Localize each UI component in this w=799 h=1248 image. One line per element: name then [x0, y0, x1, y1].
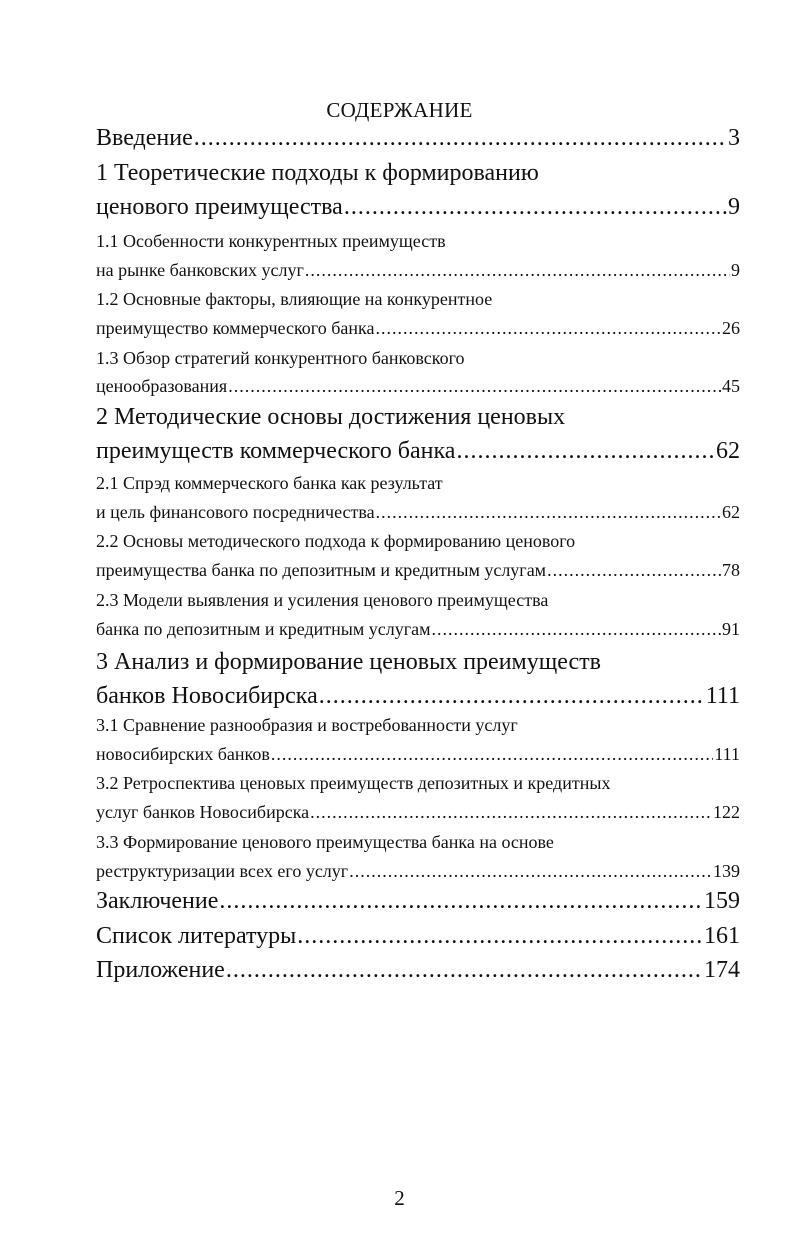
toc-section-1-1 [96, 261, 740, 279]
toc-chapter-1 [96, 195, 740, 219]
toc-page-number: 78 [722, 560, 740, 580]
toc-entry-text: Введение [96, 125, 193, 151]
toc-entry-text: 2.1 Спрэд коммерческого банка как результат [96, 473, 443, 493]
toc-chapter-1-heading [96, 161, 740, 185]
toc-entry-text: и цель финансового посредничества [96, 502, 375, 522]
toc-page-number: 159 [704, 888, 740, 914]
toc-entry-text: Список литературы [96, 923, 297, 949]
toc-entry-text: 1.1 Особенности конкурентных преимуществ [96, 231, 446, 251]
toc-entry-text: 3.1 Сравнение разнообразия и востребованности услуг [96, 715, 518, 735]
toc-page-number: 62 [722, 502, 740, 522]
toc-chapter-3-heading [96, 650, 740, 674]
toc-entry-text: 2.3 Модели выявления и усиления ценового преимущества [96, 590, 549, 610]
toc-entry-text: преимущество коммерческого банка [96, 318, 375, 338]
page-title: СОДЕРЖАНИЕ [326, 98, 473, 122]
dot-leader [432, 620, 721, 638]
toc-section-2-3 [96, 620, 740, 638]
toc-entry-text: на рынке банковских услуг [96, 260, 304, 280]
toc-entry-text: 1 Теоретические подходы к формированию [96, 160, 539, 186]
toc-section-2-3-heading [96, 591, 740, 609]
toc-chapter-3 [96, 684, 740, 708]
toc-page-number: 122 [713, 802, 740, 822]
toc-entry-text: 2 Методические основы достижения ценовых [96, 404, 566, 430]
toc-entry-text: реструктуризации всех его услуг [96, 861, 349, 881]
toc-section-3-1-heading [96, 716, 740, 734]
dot-leader [310, 803, 712, 821]
dot-leader [226, 958, 703, 982]
toc-section-3-3-heading [96, 833, 740, 851]
toc-page-number: 9 [731, 260, 740, 280]
dot-leader [319, 684, 705, 708]
toc-section-2-1 [96, 503, 740, 521]
toc-page-number: 111 [714, 744, 740, 764]
toc-entry-text: ценообразования [96, 376, 228, 396]
toc-section-2-2-heading [96, 532, 740, 550]
toc-entry-text: Заключение [96, 888, 219, 914]
toc-section-3-2 [96, 803, 740, 821]
toc-section-1-3 [96, 377, 740, 395]
toc-entry-introduction [96, 126, 740, 150]
toc-page-number: 174 [704, 957, 740, 983]
toc-entry-text: 1.2 Основные факторы, влияющие на конкурентное [96, 289, 493, 309]
toc-section-1-3-heading [96, 349, 740, 367]
toc-entry-text: 3.2 Ретроспектива ценовых преимуществ депозитных и кредитных [96, 773, 611, 793]
toc-section-2-1-heading [96, 474, 740, 492]
toc-entry-text: преимущества банка по депозитным и кредитным услугам [96, 560, 547, 580]
toc-section-1-1-heading [96, 232, 740, 250]
dot-leader [344, 195, 727, 219]
toc-entry-text: 3.3 Формирование ценового преимущества банка на основе [96, 832, 554, 852]
toc-section-3-1 [96, 745, 740, 763]
dot-leader [456, 439, 715, 463]
toc-entry-text: 1.3 Обзор стратегий конкурентного банковского [96, 348, 465, 368]
toc-section-2-2 [96, 561, 740, 579]
toc-page-number: 62 [716, 438, 740, 464]
toc-page-number: 3 [728, 125, 740, 151]
dot-leader [271, 745, 713, 763]
toc-page-number: 111 [705, 683, 740, 709]
dot-leader [547, 561, 721, 579]
toc-entry-text: 2.2 Основы методического подхода к формированию ценового [96, 531, 576, 551]
toc-section-3-2-heading [96, 774, 740, 792]
dot-leader [219, 889, 703, 913]
toc-section-1-2-heading [96, 290, 740, 308]
toc-chapter-2-heading [96, 405, 740, 429]
toc-appendix [96, 958, 740, 982]
toc-page-number: 9 [728, 194, 740, 220]
toc-chapter-2 [96, 439, 740, 463]
dot-leader [349, 862, 712, 880]
dot-leader [376, 503, 721, 521]
toc-bibliography [96, 924, 740, 948]
toc-section-1-2 [96, 319, 740, 337]
toc-entry-text: ценового преимущества [96, 194, 343, 220]
dot-leader [305, 261, 730, 279]
toc-page-number: 139 [713, 861, 740, 881]
toc-page-number: 45 [722, 376, 740, 396]
toc-entry-text: 3 Анализ и формирование ценовых преимуществ [96, 649, 601, 675]
toc-entry-text: преимуществ коммерческого банка [96, 438, 456, 464]
toc-page-number: 91 [722, 619, 740, 639]
toc-conclusion [96, 889, 740, 913]
toc-entry-text: банков Новосибирска [96, 683, 318, 709]
toc-entry-text: услуг банков Новосибирска [96, 802, 310, 822]
toc-section-3-3 [96, 862, 740, 880]
toc-page-number: 26 [722, 318, 740, 338]
toc-entry-text: банка по депозитным и кредитным услугам [96, 619, 431, 639]
page-number: 2 [394, 1186, 405, 1210]
dot-leader [194, 126, 727, 150]
toc-page-number: 161 [704, 923, 740, 949]
dot-leader [297, 924, 703, 948]
toc-entry-text: новосибирских банков [96, 744, 270, 764]
dot-leader [375, 319, 721, 337]
dot-leader [228, 377, 721, 395]
toc-entry-text: Приложение [96, 957, 225, 983]
